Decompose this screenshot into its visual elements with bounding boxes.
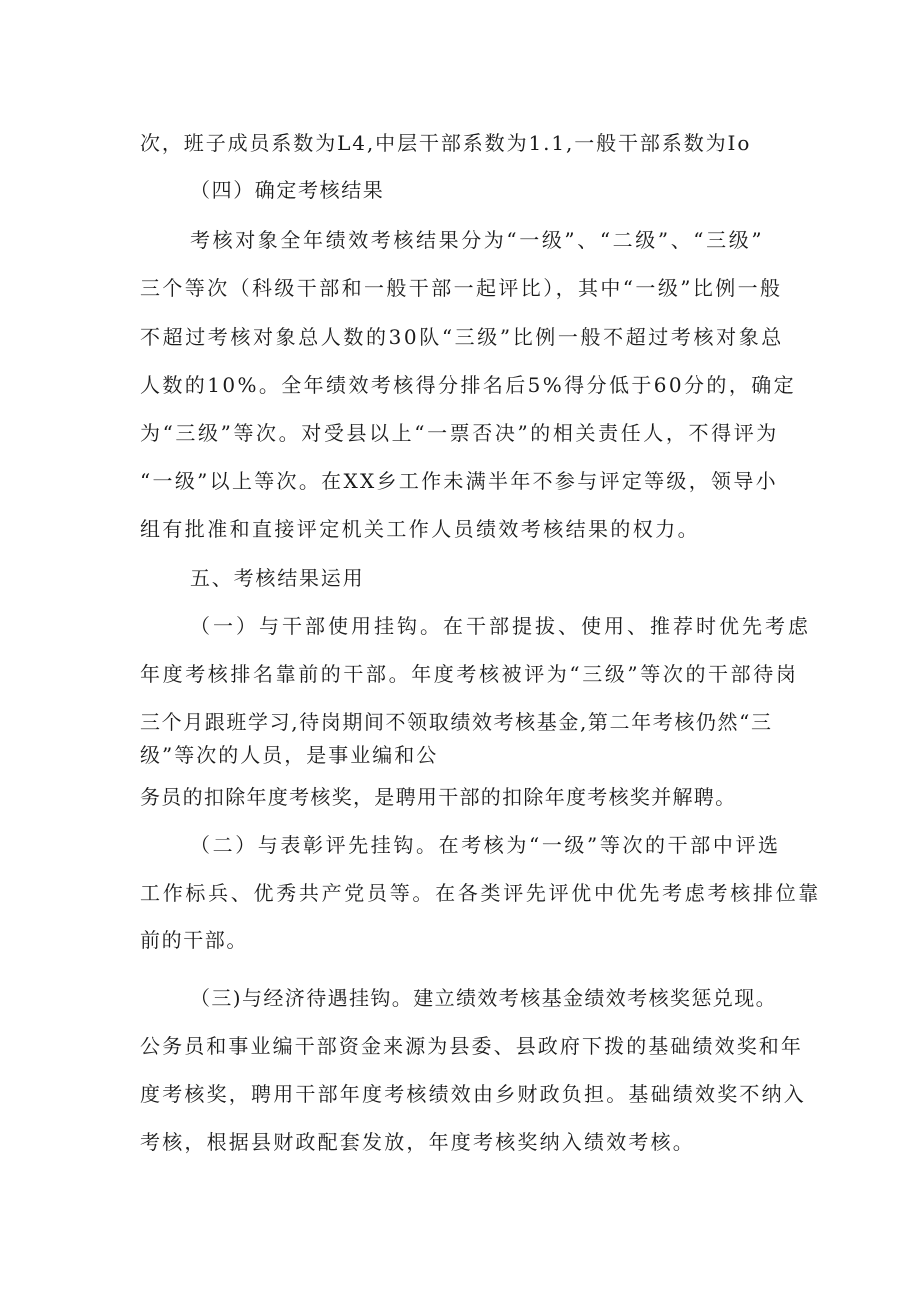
body-line: 前的干部。: [140, 928, 248, 952]
body-line: “一级”以上等次。在XX乡工作未满半年不参与评定等级，领导小: [140, 469, 778, 493]
body-line: 工作标兵、优秀共产党员等。在各类评先评优中优先考虑考核排位靠: [140, 881, 821, 905]
subheading-determine-results: （四）确定考核结果: [190, 178, 385, 202]
body-line: 三个月跟班学习,待岗期间不领取绩效考核基金,第二年考核仍然“三: [140, 710, 773, 734]
body-line: 不超过考核对象总人数的30队“三级”比例一般不超过考核对象总: [140, 325, 784, 349]
body-line: 人数的10%。全年绩效考核得分排名后5%得分低于60分的，确定: [140, 373, 797, 397]
body-line: 务员的扣除年度考核奖，是聘用干部的扣除年度考核奖并解聘。: [140, 785, 737, 809]
body-line: 度考核奖，聘用干部年度考核绩效由乡财政负担。基础绩效奖不纳入: [140, 1082, 806, 1106]
body-line: 级”等次的人员，是事业编和公: [140, 743, 439, 767]
body-line: 考核，根据县财政配套发放，年度考核奖纳入绩效考核。: [140, 1130, 695, 1154]
body-line-coefficients: 次，班子成员系数为L4,中层干部系数为1.1,一般干部系数为Io: [140, 131, 752, 155]
subheading-economic-treatment: （三)与经济待遇挂钩。建立绩效考核基金绩效考核奖惩兑现。: [190, 986, 778, 1010]
body-line: 公务员和事业编干部资金来源为县委、县政府下拨的基础绩效奖和年: [140, 1034, 803, 1058]
body-line: 三个等次（科级干部和一般干部一起评比），其中“一级”比例一般: [140, 276, 783, 300]
body-line: 年度考核排名靠前的干部。年度考核被评为“三级”等次的干部待岗: [140, 662, 799, 686]
section-heading-results-application: 五、考核结果运用: [190, 566, 365, 590]
subheading-cadre-use: （一）与干部使用挂钩。在干部提拔、使用、推荐时优先考虑: [190, 614, 811, 638]
body-line: 组有批准和直接评定机关工作人员绩效考核结果的权力。: [140, 517, 700, 541]
subheading-commendation: （二）与表彰评先挂钩。在考核为“一级”等次的干部中评选: [190, 833, 781, 857]
body-line: 考核对象全年绩效考核结果分为“一级”、“二级”、“三级”: [190, 228, 765, 252]
body-line: 为“三级”等次。对受县以上“一票否决”的相关责任人，不得评为: [140, 421, 779, 445]
